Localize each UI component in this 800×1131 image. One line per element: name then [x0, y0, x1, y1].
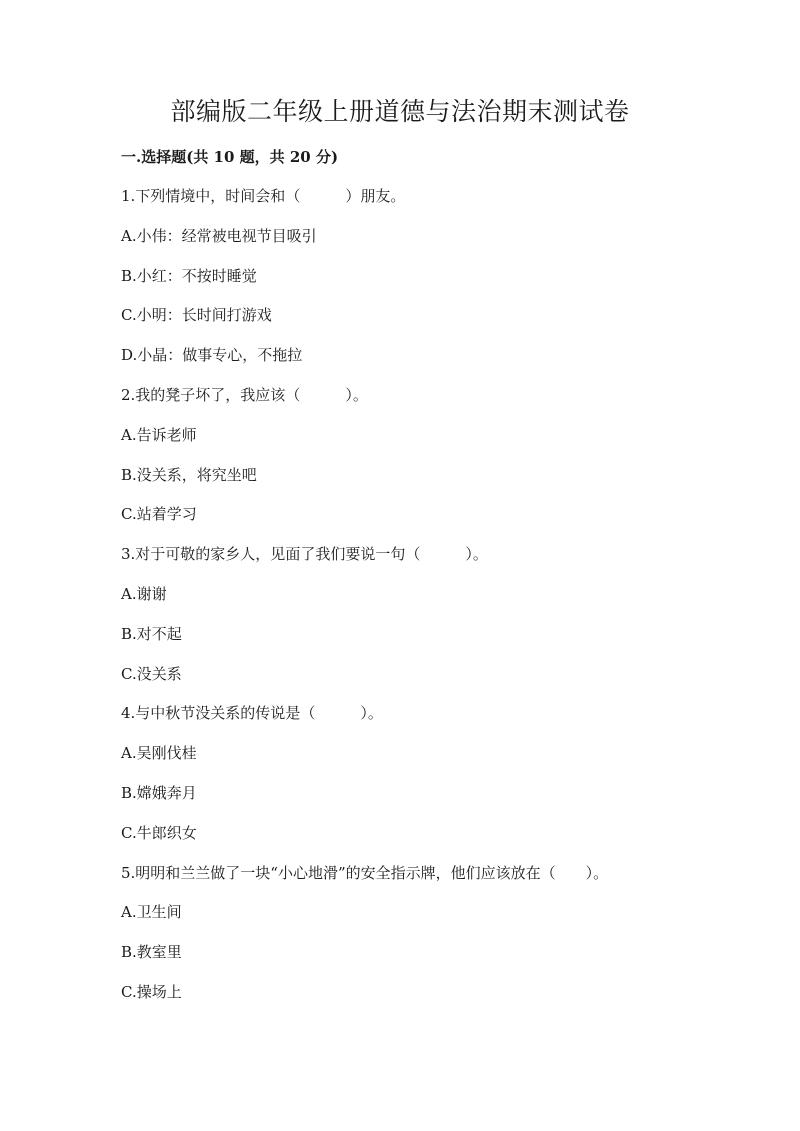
question-2-option-c: C.站着学习 [121, 505, 197, 524]
question-1-option-d: D.小晶：做事专心，不拖拉 [121, 346, 303, 365]
question-2-option-a: A.告诉老师 [121, 425, 197, 444]
question-3-stem: 3.对于可敬的家乡人，见面了我们要说一句（ ）。 [121, 545, 488, 564]
question-5-option-a: A.卫生间 [121, 903, 182, 922]
question-4-option-c: C.牛郎织女 [121, 823, 197, 842]
question-1-option-b: B.小红：不按时睡觉 [121, 266, 257, 285]
question-1-option-a: A.小伟：经常被电视节目吸引 [121, 226, 317, 245]
section-heading: 一.选择题(共 10 题，共 20 分) [121, 148, 339, 166]
question-3-option-a: A.谢谢 [121, 584, 167, 603]
question-5-stem: 5.明明和兰兰做了一块“小心地滑”的安全指示牌，他们应该放在（ ）。 [121, 863, 609, 882]
question-4-option-b: B.嫦娥奔月 [121, 783, 197, 802]
question-3-option-b: B.对不起 [121, 624, 182, 643]
question-5-option-b: B.教室里 [121, 943, 182, 962]
question-1-option-c: C.小明：长时间打游戏 [121, 306, 272, 325]
question-2-option-b: B.没关系，将究坐吧 [121, 465, 257, 484]
exam-title: 部编版二年级上册道德与法治期末测试卷 [170, 97, 630, 126]
question-3-option-c: C.没关系 [121, 664, 182, 683]
question-4-option-a: A.吴刚伐桂 [121, 744, 197, 763]
question-1-stem: 1.下列情境中，时间会和（ ）朋友。 [121, 187, 406, 205]
question-2-stem: 2.我的凳子坏了，我应该（ ）。 [121, 385, 368, 404]
question-4-stem: 4.与中秋节没关系的传说是（ ）。 [121, 704, 383, 723]
question-5-option-c: C.操场上 [121, 982, 182, 1001]
question-list [121, 185, 741, 1021]
